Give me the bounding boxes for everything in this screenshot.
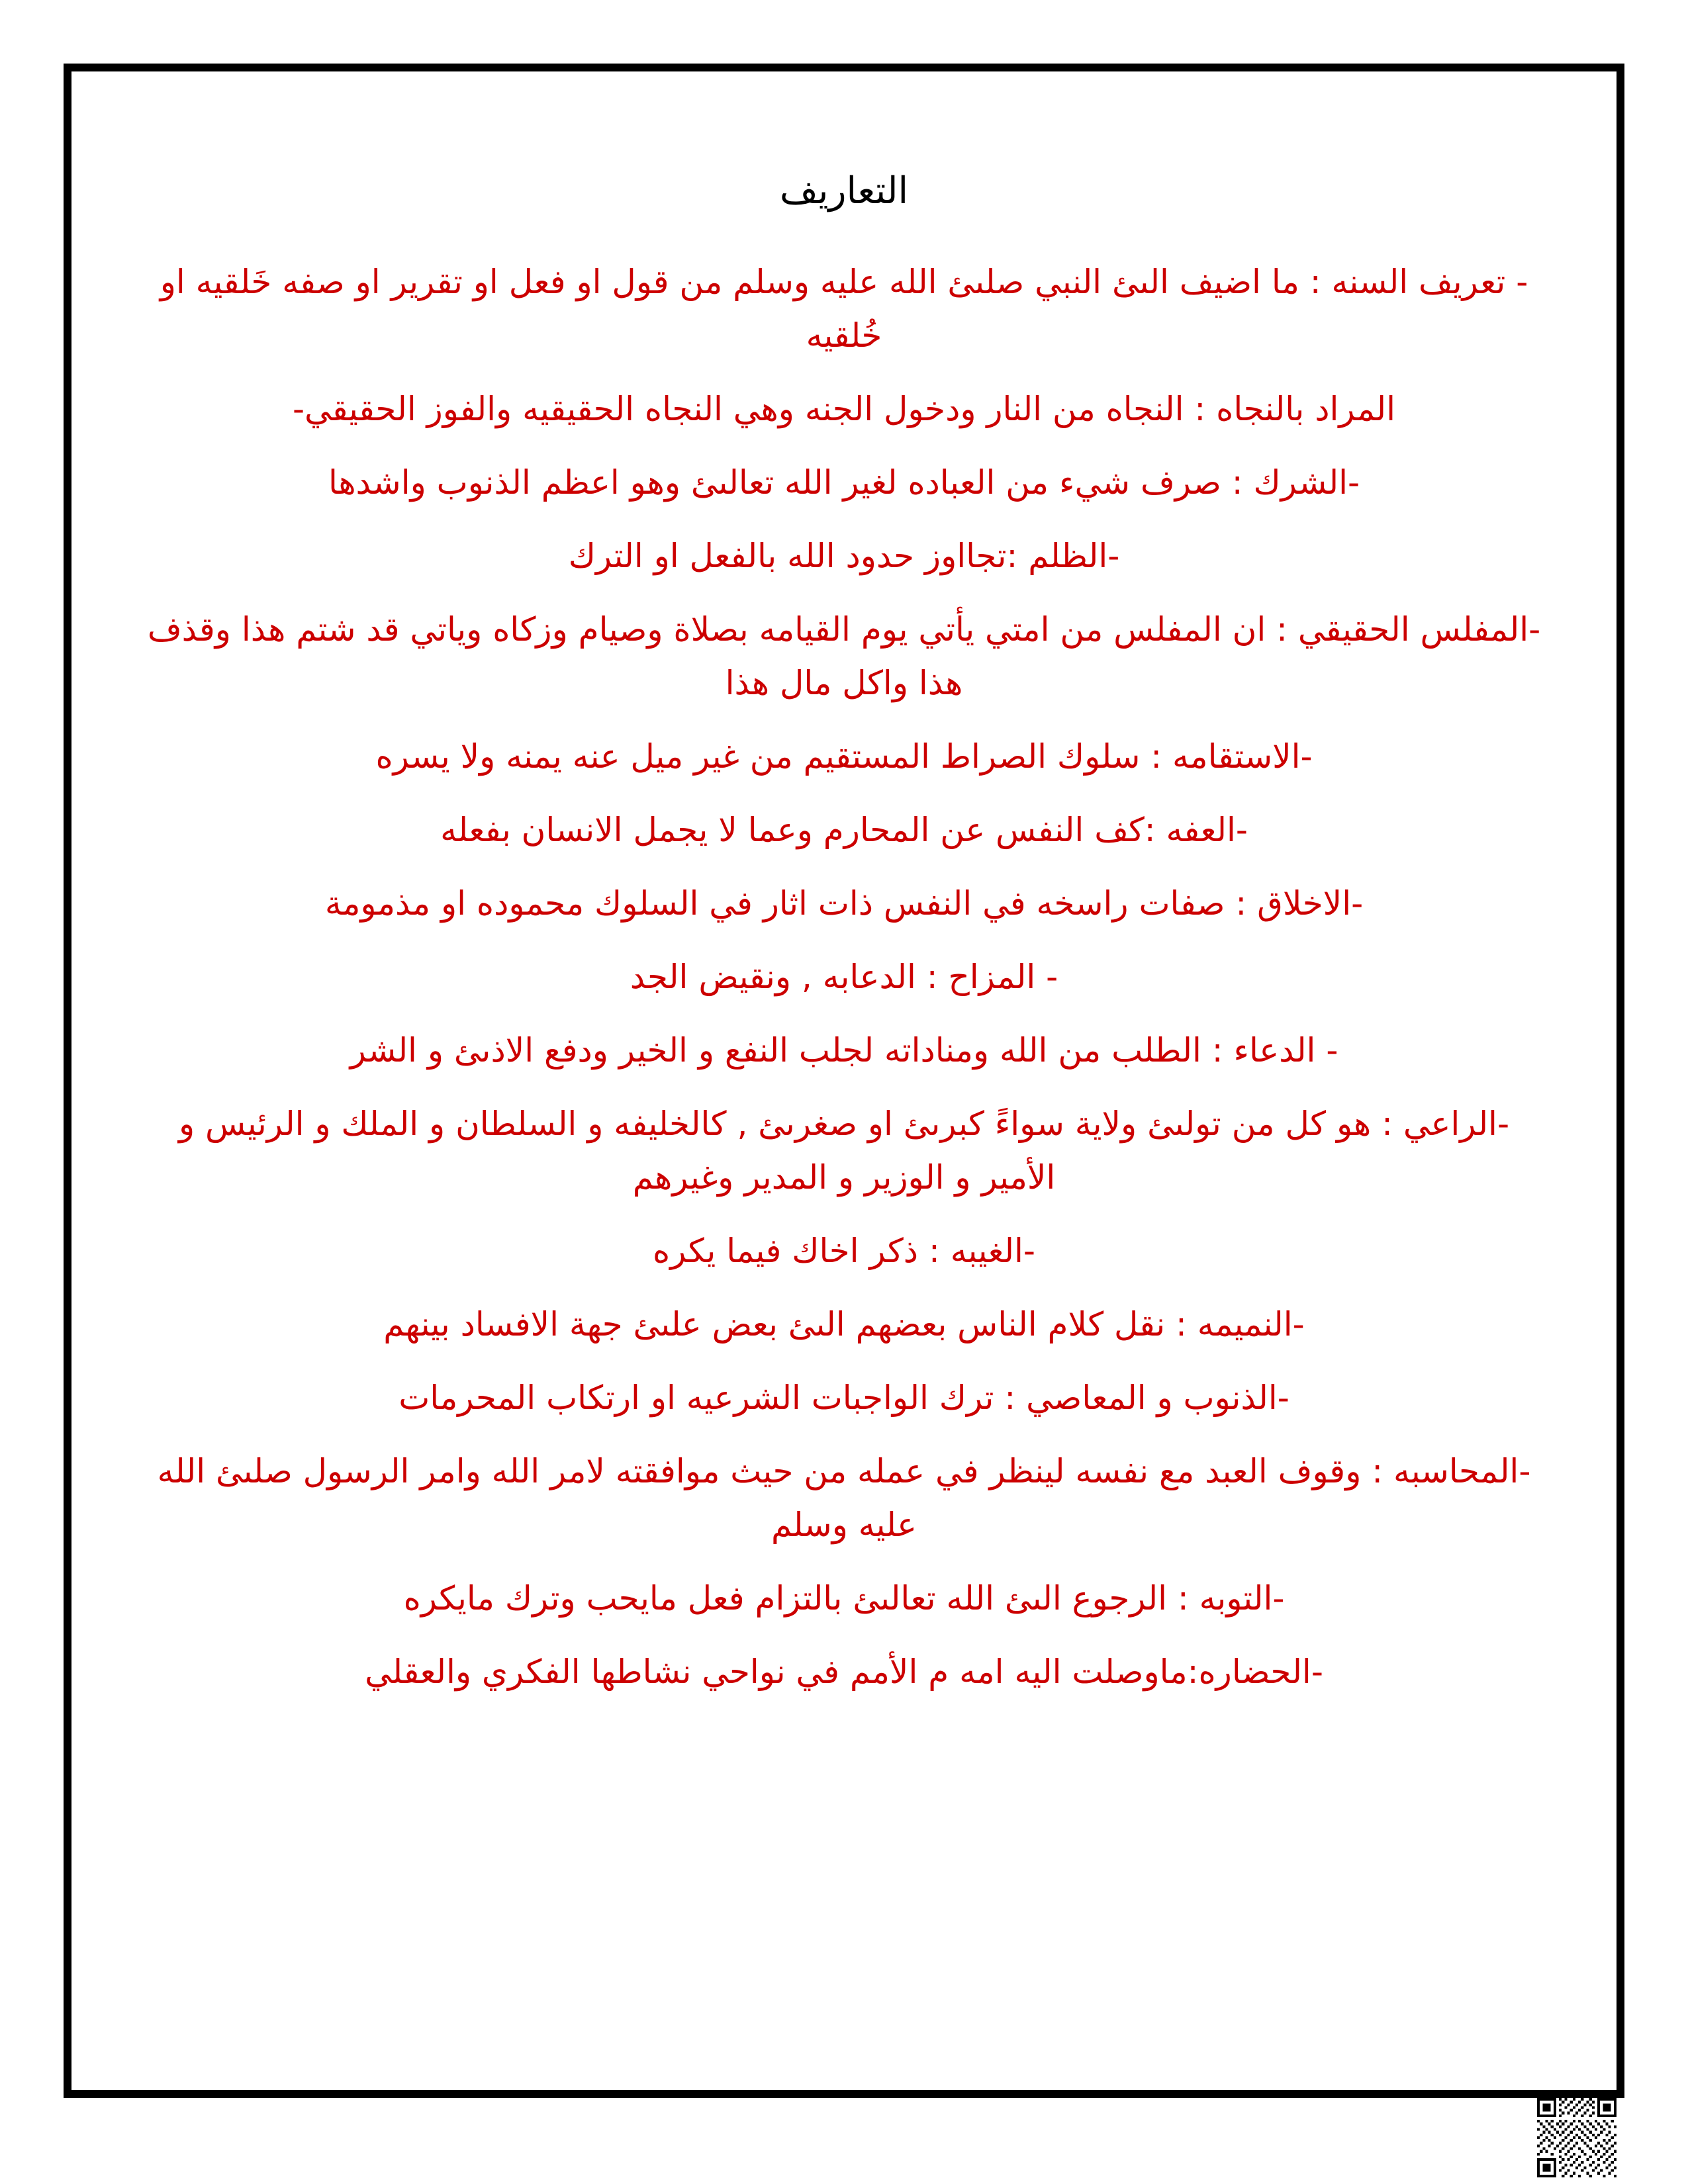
document-content: [99, 165, 1589, 1717]
definition-nameemah: -النميمه : نقل كلام الناس بعضهم الىئ بعض علىئ جهة الافساد بينهم: [383, 1305, 1305, 1344]
definition-iffah: -العفه :كف النفس عن المحارم وعما لا يجمل الانسان بفعله: [440, 811, 1248, 850]
definition-istiqamah: -الاستقامه : سلوك الصراط المستقيم من غير ميل عنه يمنه ولا يسره: [375, 737, 1313, 776]
qr-code-icon: [1537, 2098, 1617, 2177]
definition-hadarah: -الحضاره:ماوصلت اليه امه م الأمم في نواحي نشاطها الفكري والعقلي: [365, 1653, 1323, 1692]
definition-mizah: - المزاح : الدعابه , ونقيض الجد: [630, 958, 1058, 997]
definition-najah: المراد بالنجاه : النجاه من النار ودخول الجنه وهي النجاه الحقيقيه والفوز الحقيقي-: [292, 390, 1396, 429]
definition-rai: -الراعي : هو كل من تولىئ ولاية سواءً كبرىئ او صغرىئ , كالخليفه و السلطان و الملك و الرئيس و الأمير و الوزير و المدير وغيرهم: [178, 1105, 1509, 1197]
definition-dua: - الدعاء : الطلب من الله ومناداته لجلب النفع و الخير ودفع الاذىئ و الشر: [350, 1031, 1338, 1070]
definition-sunnah: - تعريف السنه : ما اضيف الىئ النبي صلىئ الله عليه وسلم من قول او فعل او تقرير او صفه خَلقيه او خُلقيه: [160, 263, 1528, 355]
definition-dhunub: -الذنوب و المعاصي : ترك الواجبات الشرعيه او ارتكاب المحرمات: [399, 1379, 1289, 1418]
definition-gheebah: -الغيبه : ذكر اخاك فيما يكره: [653, 1232, 1035, 1271]
definition-zulm: -الظلم :تجااوز حدود الله بالفعل او الترك: [568, 537, 1120, 576]
definition-muflis: -المفلس الحقيقي : ان المفلس من امتي يأتي يوم القيامه بصلاة وصيام وزكاه وياتي قد شتم هذا وقذف هذا واكل مال هذا: [147, 610, 1541, 703]
definition-tawbah: -التوبه : الرجوع الىئ الله تعالىئ بالتزام فعل مايحب وترك مايكره: [403, 1579, 1285, 1618]
definition-shirk: -الشرك : صرف شيء من العباده لغير الله تعالىئ وهو اعظم الذنوب واشدها: [328, 463, 1360, 502]
definition-akhlaq: -الاخلاق : صفات راسخه في النفس ذات اثار في السلوك محموده او مذمومة: [324, 884, 1364, 923]
definition-muhasabah: -المحاسبه : وقوف العبد مع نفسه لينظر في عمله من حيث موافقته لامر الله وامر الرسول صلىئ الله عليه وسلم: [157, 1452, 1531, 1545]
page-title: التعاريف: [779, 169, 909, 212]
